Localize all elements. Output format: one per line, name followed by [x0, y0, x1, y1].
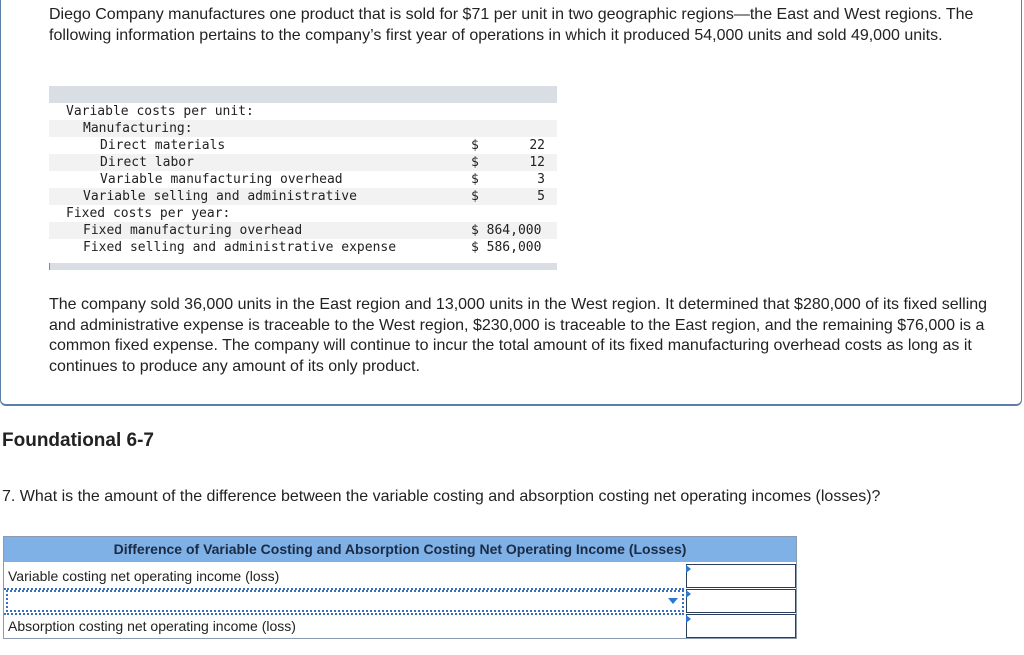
- currency-sign: $: [471, 172, 479, 187]
- answer-table: [3, 536, 797, 639]
- answer-row-absorption: [4, 614, 796, 639]
- table-row: [49, 120, 557, 137]
- table-row: [49, 137, 557, 154]
- row-value: 5: [537, 189, 545, 204]
- answer-row-difference: [4, 589, 796, 614]
- chevron-down-icon[interactable]: [668, 598, 678, 604]
- absorption-costing-label: Absorption costing net operating income (loss): [8, 618, 296, 634]
- row-label: Fixed selling and administrative expense: [83, 240, 397, 255]
- row-label: Direct labor: [100, 155, 194, 170]
- variable-costing-input[interactable]: [686, 564, 796, 588]
- table-row: [49, 103, 557, 120]
- variable-costs-header: Variable costs per unit:: [66, 104, 254, 119]
- row-value: 12: [529, 155, 545, 170]
- currency-sign: $: [471, 189, 479, 204]
- cost-data-table: [49, 86, 557, 270]
- row-label: Fixed manufacturing overhead: [83, 223, 303, 238]
- table-top-band: [49, 86, 557, 103]
- answer-table-header: Difference of Variable Costing and Absorption Costing Net Operating Income (Losses): [4, 537, 796, 562]
- row-value: $ 586,000: [471, 240, 542, 255]
- cell-marker-icon: [686, 615, 691, 623]
- cell-marker-icon: [686, 590, 691, 598]
- table-bottom-band: [49, 263, 557, 270]
- table-row: [49, 154, 557, 171]
- table-row: [49, 171, 557, 188]
- table-row: [49, 239, 557, 256]
- manufacturing-header: Manufacturing:: [83, 121, 193, 136]
- row-label: Direct materials: [100, 138, 226, 153]
- question-text: 7. What is the amount of the difference between the variable costing and absorption costing net operating incomes (losses)?: [2, 488, 881, 505]
- table-row: [49, 188, 557, 205]
- problem-detail-text: The company sold 36,000 units in the East region and 13,000 units in the West region. It determined that $280,000 of its fixed selling and administrative expense is traceable to the West region, $230,000 is traceable to the East region, and the remaining $76,000 is a common fixed expense. The company will continue to incur the total amount of its fixed manufacturing overhead costs as long as it continues to produce any amount of its only product.: [49, 296, 988, 375]
- currency-sign: $: [471, 138, 479, 153]
- fixed-costs-header: Fixed costs per year:: [66, 206, 231, 221]
- difference-label-dropdown[interactable]: [6, 590, 684, 612]
- problem-intro-text: Diego Company manufactures one product that is sold for $71 per unit in two geographic regions—the East and West regions. The following information pertains to the company’s first year of operations in which it produced 54,000 units and sold 49,000 units.: [49, 6, 974, 44]
- table-bottom-tick: [49, 263, 50, 270]
- row-label: Variable selling and administrative: [83, 189, 357, 204]
- row-value: 22: [529, 138, 545, 153]
- table-row: [49, 222, 557, 239]
- table-row: [49, 205, 557, 222]
- currency-sign: $: [471, 155, 479, 170]
- row-value: $ 864,000: [471, 223, 542, 238]
- difference-amount-input[interactable]: [686, 589, 796, 613]
- answer-row-variable: [4, 564, 796, 589]
- variable-costing-label: Variable costing net operating income (loss): [8, 568, 280, 584]
- row-label: Variable manufacturing overhead: [100, 172, 343, 187]
- cell-marker-icon: [686, 565, 691, 573]
- absorption-costing-input[interactable]: [686, 614, 796, 638]
- section-title: Foundational 6-7: [2, 430, 154, 451]
- row-value: 3: [537, 172, 545, 187]
